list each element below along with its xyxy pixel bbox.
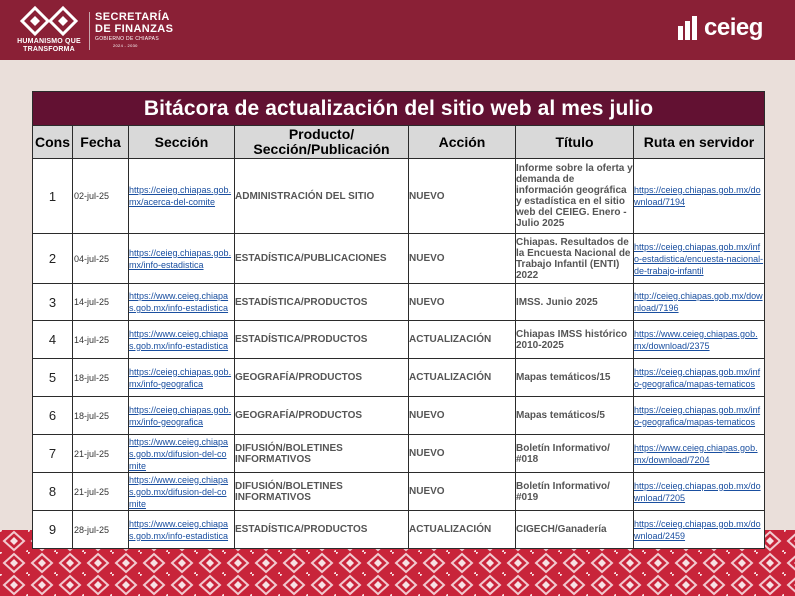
cell-titulo: Boletín Informativo/ #018 xyxy=(516,435,634,473)
cell-ruta-link[interactable]: https://ceieg.chiapas.gob.mx/download/7194 xyxy=(634,159,765,234)
col-header-producto: Producto/ Sección/Publicación xyxy=(235,126,409,159)
cell-accion: ACTUALIZACIÓN xyxy=(409,359,516,397)
cell-fecha: 18-jul-25 xyxy=(73,359,129,397)
cell-seccion-link[interactable]: https://ceieg.chiapas.gob.mx/info-estadistica xyxy=(129,234,235,284)
table-row xyxy=(33,321,765,359)
cell-producto: GEOGRAFÍA/PRODUCTOS xyxy=(235,359,409,397)
building-icon xyxy=(676,16,702,42)
col-header-accion: Acción xyxy=(409,126,516,159)
cell-cons: 2 xyxy=(33,234,73,284)
cell-titulo: Mapas temáticos/5 xyxy=(516,397,634,435)
cell-titulo: Chiapas. Resultados de la Encuesta Nacional de Trabajo Infantil (ENTI) 2022 xyxy=(516,234,634,284)
cell-fecha: 21-jul-25 xyxy=(73,435,129,473)
cell-producto: ESTADÍSTICA/PRODUCTOS xyxy=(235,511,409,549)
table-row xyxy=(33,359,765,397)
cell-cons: 3 xyxy=(33,284,73,321)
col-header-titulo: Título xyxy=(516,126,634,159)
humanismo-logo xyxy=(14,6,84,54)
ceieg-wordmark: ceieg xyxy=(704,14,763,41)
cell-producto: ESTADÍSTICA/PRODUCTOS xyxy=(235,321,409,359)
cell-ruta-link[interactable]: https://ceieg.chiapas.gob.mx/info-geografica/mapas-tematicos xyxy=(634,397,765,435)
table-row xyxy=(33,284,765,321)
cell-cons: 4 xyxy=(33,321,73,359)
cell-fecha: 28-jul-25 xyxy=(73,511,129,549)
cell-cons: 5 xyxy=(33,359,73,397)
cell-fecha: 14-jul-25 xyxy=(73,321,129,359)
table-row xyxy=(33,397,765,435)
humanismo-text: HUMANISMO QUE TRANSFORMA xyxy=(17,38,81,53)
cell-ruta-link[interactable]: http://ceieg.chiapas.gob.mx/download/7196 xyxy=(634,284,765,321)
cell-fecha: 14-jul-25 xyxy=(73,284,129,321)
cell-titulo: CIGECH/Ganadería xyxy=(516,511,634,549)
table-row xyxy=(33,473,765,511)
cell-accion: NUEVO xyxy=(409,435,516,473)
cell-accion: NUEVO xyxy=(409,234,516,284)
cell-fecha: 21-jul-25 xyxy=(73,473,129,511)
cell-seccion-link[interactable]: https://ceieg.chiapas.gob.mx/acerca-del-comite xyxy=(129,159,235,234)
col-header-seccion: Sección xyxy=(129,126,235,159)
cell-seccion-link[interactable]: https://www.ceieg.chiapas.gob.mx/info-estadistica xyxy=(129,321,235,359)
cell-titulo: Boletín Informativo/ #019 xyxy=(516,473,634,511)
table-row xyxy=(33,511,765,549)
cell-accion: NUEVO xyxy=(409,397,516,435)
secretaria-line1: SECRETARÍA xyxy=(95,11,170,23)
cell-cons: 7 xyxy=(33,435,73,473)
cell-accion: NUEVO xyxy=(409,284,516,321)
secretaria-line2: DE FINANZAS xyxy=(95,23,174,35)
cell-seccion-link[interactable]: https://www.ceieg.chiapas.gob.mx/difusion-del-comite xyxy=(129,473,235,511)
cell-fecha: 04-jul-25 xyxy=(73,234,129,284)
humanismo-emblem-icon xyxy=(20,6,78,36)
cell-accion: NUEVO xyxy=(409,473,516,511)
cell-producto: DIFUSIÓN/BOLETINES INFORMATIVOS xyxy=(235,435,409,473)
cell-titulo: Informe sobre la oferta y demanda de información geográfica y estadística en el sitio web del CEIEG. Enero - Julio 2025 xyxy=(516,159,634,234)
cell-producto: ADMINISTRACIÓN DEL SITIO xyxy=(235,159,409,234)
cell-producto: GEOGRAFÍA/PRODUCTOS xyxy=(235,397,409,435)
header-divider xyxy=(89,12,90,50)
cell-producto: ESTADÍSTICA/PUBLICACIONES xyxy=(235,234,409,284)
cell-accion: ACTUALIZACIÓN xyxy=(409,321,516,359)
cell-titulo: IMSS. Junio 2025 xyxy=(516,284,634,321)
table-row xyxy=(33,435,765,473)
cell-seccion-link[interactable]: https://ceieg.chiapas.gob.mx/info-geografica xyxy=(129,397,235,435)
cell-cons: 6 xyxy=(33,397,73,435)
cell-accion: NUEVO xyxy=(409,159,516,234)
table-row xyxy=(33,159,765,234)
header-bar xyxy=(0,0,795,60)
col-header-fecha: Fecha xyxy=(73,126,129,159)
table-row xyxy=(33,234,765,284)
secretaria-logo xyxy=(95,11,173,48)
ceieg-logo xyxy=(676,14,772,46)
cell-cons: 9 xyxy=(33,511,73,549)
cell-fecha: 18-jul-25 xyxy=(73,397,129,435)
cell-ruta-link[interactable]: https://ceieg.chiapas.gob.mx/info-estadistica/encuesta-nacional-de-trabajo-infantil xyxy=(634,234,765,284)
cell-producto: ESTADÍSTICA/PRODUCTOS xyxy=(235,284,409,321)
cell-fecha: 02-jul-25 xyxy=(73,159,129,234)
cell-ruta-link[interactable]: https://www.ceieg.chiapas.gob.mx/download/2375 xyxy=(634,321,765,359)
cell-seccion-link[interactable]: https://www.ceieg.chiapas.gob.mx/info-estadistica xyxy=(129,284,235,321)
cell-accion: ACTUALIZACIÓN xyxy=(409,511,516,549)
cell-cons: 8 xyxy=(33,473,73,511)
cell-seccion-link[interactable]: https://ceieg.chiapas.gob.mx/info-geografica xyxy=(129,359,235,397)
cell-ruta-link[interactable]: https://ceieg.chiapas.gob.mx/info-geografica/mapas-tematicos xyxy=(634,359,765,397)
cell-ruta-link[interactable]: https://ceieg.chiapas.gob.mx/download/2459 xyxy=(634,511,765,549)
header-row xyxy=(33,126,765,159)
cell-titulo: Chiapas IMSS histórico 2010-2025 xyxy=(516,321,634,359)
cell-cons: 1 xyxy=(33,159,73,234)
cell-seccion-link[interactable]: https://www.ceieg.chiapas.gob.mx/info-estadistica xyxy=(129,511,235,549)
cell-ruta-link[interactable]: https://ceieg.chiapas.gob.mx/download/7205 xyxy=(634,473,765,511)
periodo-text: 2024 - 2030 xyxy=(113,43,138,48)
col-header-cons: Cons xyxy=(33,126,73,159)
cell-producto: DIFUSIÓN/BOLETINES INFORMATIVOS xyxy=(235,473,409,511)
table-title: Bitácora de actualización del sitio web al mes julio xyxy=(33,92,765,126)
cell-seccion-link[interactable]: https://www.ceieg.chiapas.gob.mx/difusion-del-comite xyxy=(129,435,235,473)
cell-titulo: Mapas temáticos/15 xyxy=(516,359,634,397)
col-header-ruta: Ruta en servidor xyxy=(634,126,765,159)
gobierno-text: GOBIERNO DE CHIAPAS xyxy=(95,36,159,42)
bitacora-table xyxy=(32,91,765,549)
cell-ruta-link[interactable]: https://www.ceieg.chiapas.gob.mx/download/7204 xyxy=(634,435,765,473)
